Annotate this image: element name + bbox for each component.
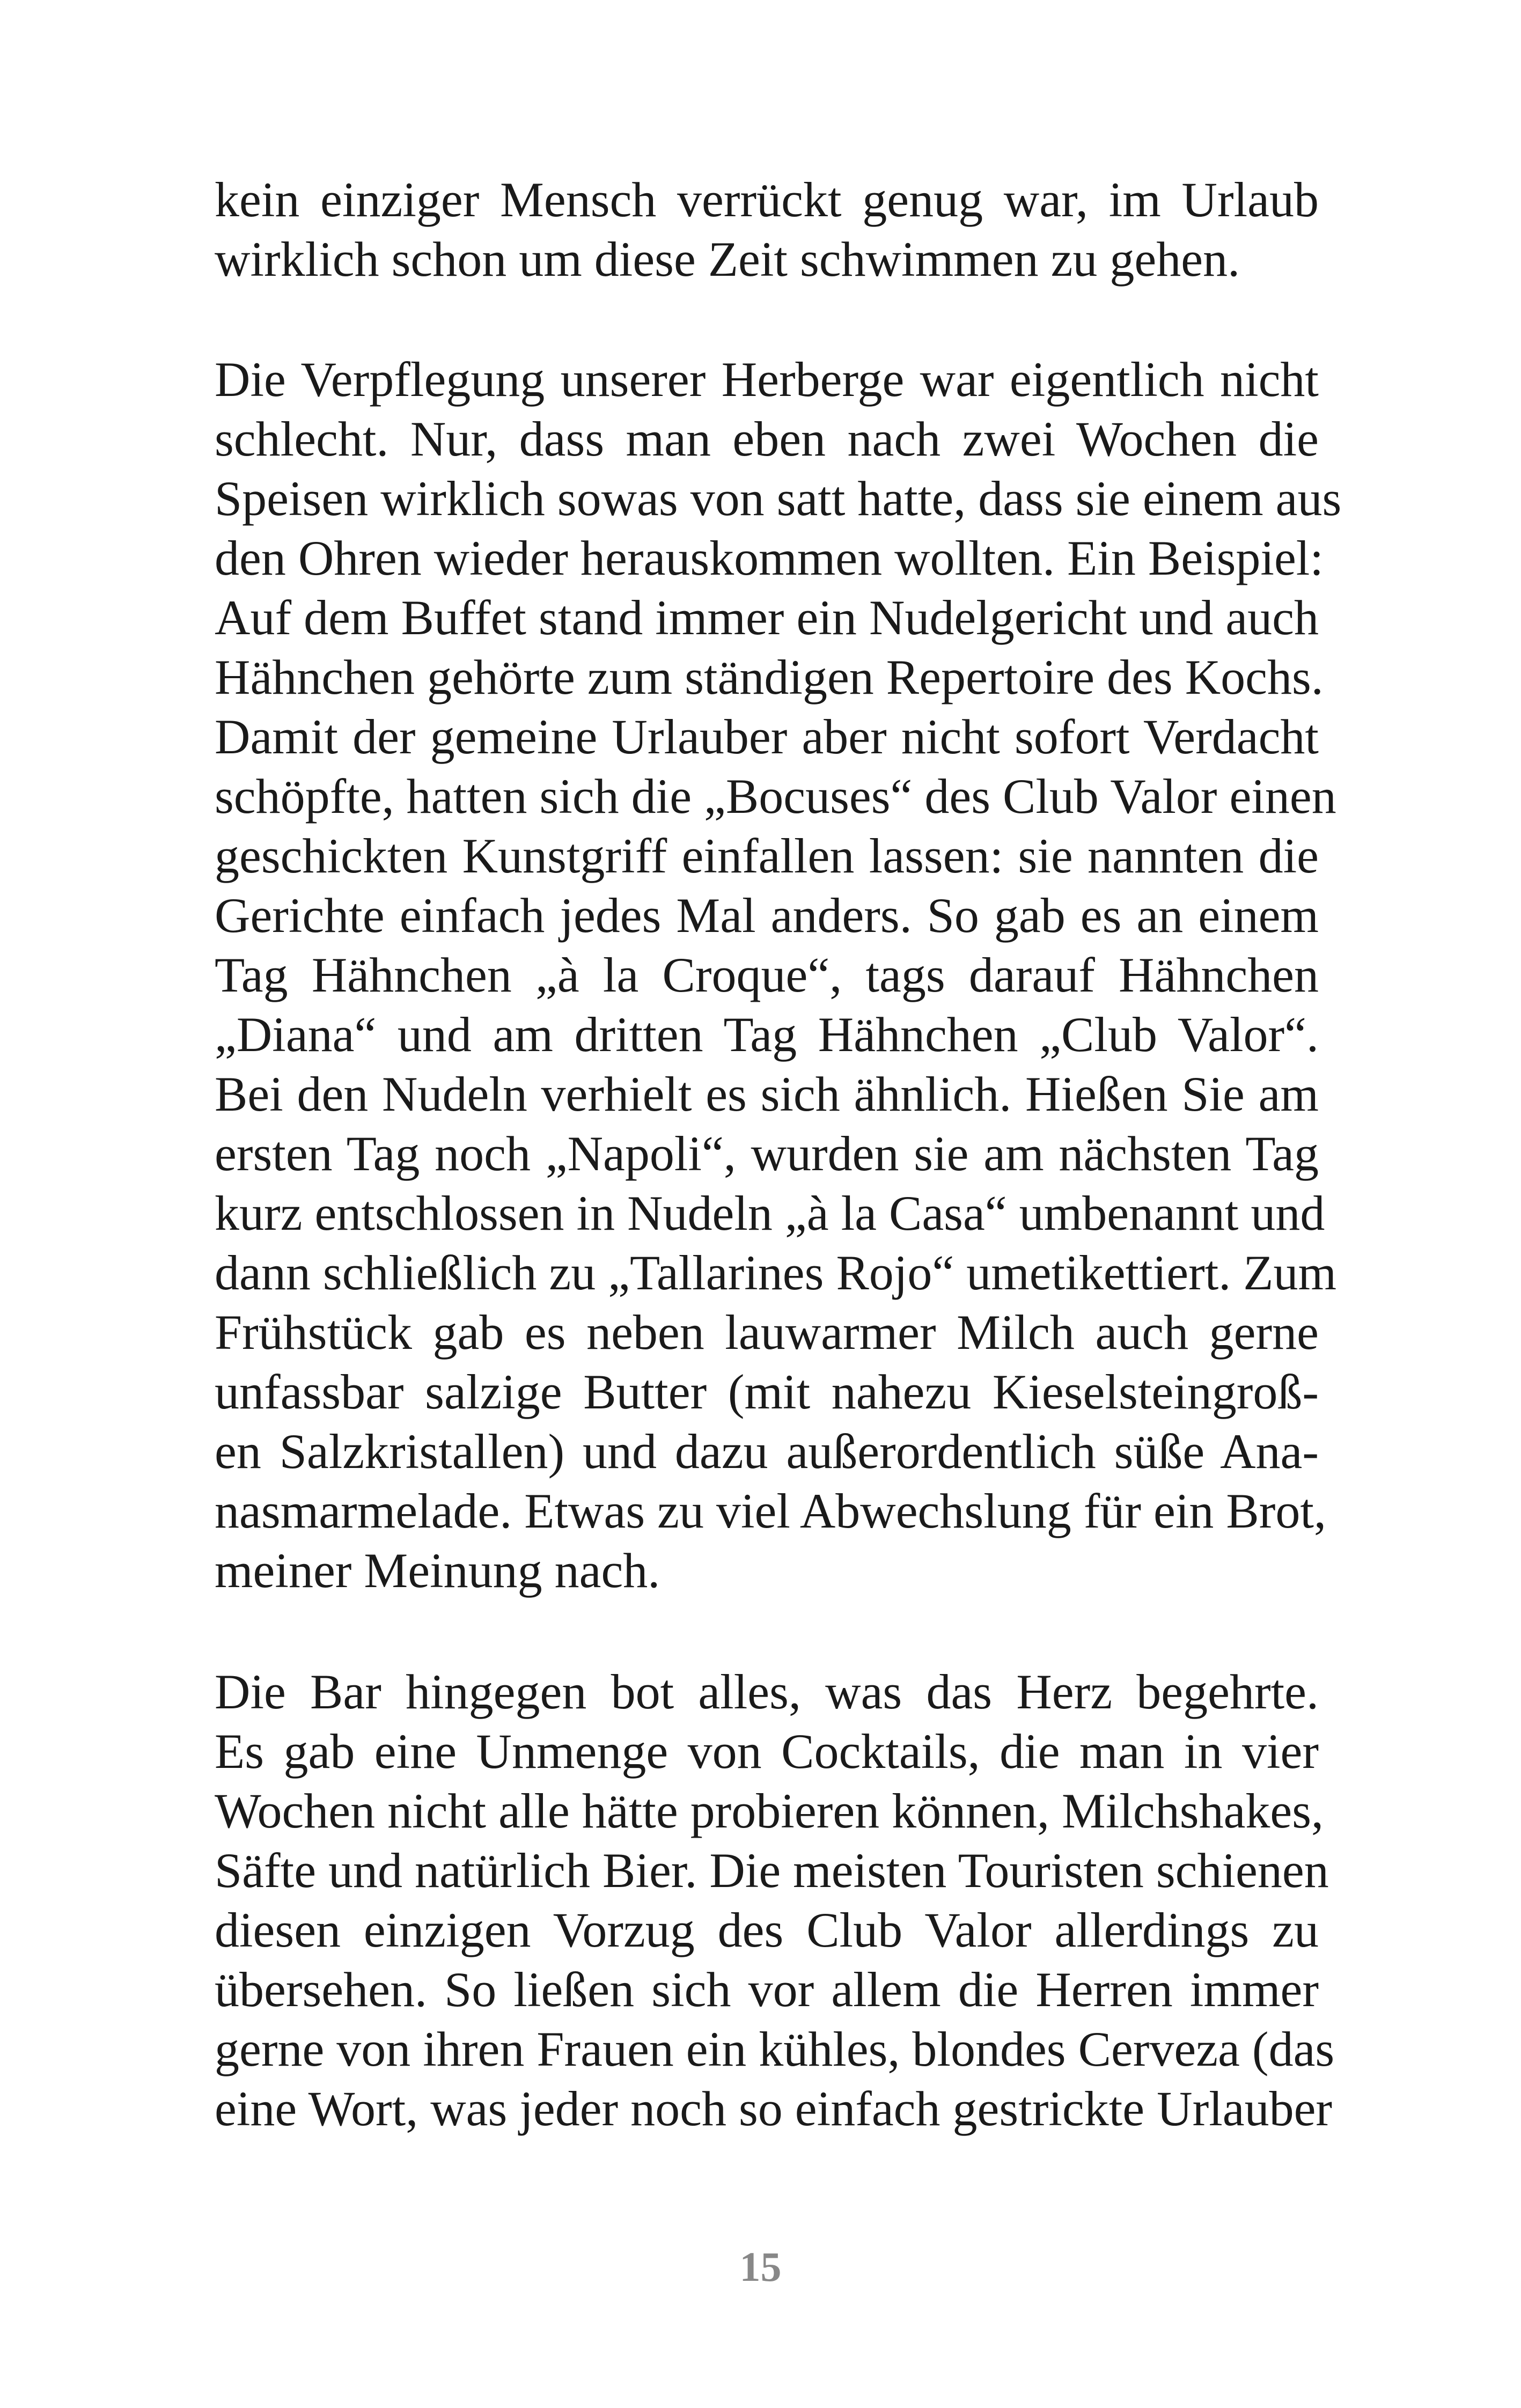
paragraph-1	[215, 170, 1319, 289]
paragraph-3	[215, 1662, 1335, 2139]
text-line: Säfte und natürlich Bier. Die meisten Touristen schienen	[215, 1843, 1329, 1898]
text-line: nasmarmelade. Etwas zu viel Abwechslung für ein Brot,	[215, 1484, 1326, 1538]
text-line: Damit der gemeine Urlauber aber nicht sofort Verdacht	[215, 709, 1319, 764]
text-line: Die Bar hingegen bot alles, was das Herz begehrte.	[215, 1664, 1319, 1719]
text-line: Auf dem Buffet stand immer ein Nudelgericht und auch	[215, 590, 1319, 645]
text-line: unfassbar salzige Butter (mit nahezu Kieselsteingroß-	[215, 1364, 1319, 1419]
text-line: Die Verpflegung unserer Herberge war eigentlich nicht	[215, 352, 1319, 407]
paragraph-2	[215, 350, 1342, 1601]
text-line: meiner Meinung nach.	[215, 1543, 660, 1598]
text-line: Tag Hähnchen „à la Croque“, tags darauf Hähnchen	[215, 948, 1319, 1002]
text-line: Speisen wirklich sowas von satt hatte, dass sie einem aus	[215, 471, 1342, 526]
text-line: den Ohren wieder herauskommen wollten. Ein Beispiel:	[215, 531, 1324, 585]
text-line: kurz entschlossen in Nudeln „à la Casa“ umbenannt und	[215, 1186, 1325, 1240]
text-line: gerne von ihren Frauen ein kühles, blondes Cerveza (das	[215, 2022, 1335, 2076]
text-line: schöpfte, hatten sich die „Bocuses“ des Club Valor einen	[215, 769, 1336, 824]
text-line: dann schließlich zu „Tallarines Rojo“ umetikettiert. Zum	[215, 1245, 1337, 1300]
text-line: schlecht. Nur, dass man eben nach zwei Wochen die	[215, 412, 1319, 466]
text-line: diesen einzigen Vorzug des Club Valor allerdings zu	[215, 1903, 1319, 1957]
page-number: 15	[739, 2243, 782, 2290]
text-line: Bei den Nudeln verhielt es sich ähnlich. Hießen Sie am	[215, 1067, 1319, 1121]
text-line: geschickten Kunstgriff einfallen lassen: sie nannten die	[215, 828, 1319, 883]
text-line: wirklich schon um diese Zeit schwimmen zu gehen.	[215, 232, 1240, 287]
text-line: ersten Tag noch „Napoli“, wurden sie am nächsten Tag	[215, 1126, 1319, 1181]
text-line: eine Wort, was jeder noch so einfach gestrickte Urlauber	[215, 2081, 1333, 2136]
text-line: en Salzkristallen) und dazu außerordentlich süße Ana-	[215, 1424, 1319, 1479]
text-line: Es gab eine Unmenge von Cocktails, die man in vier	[215, 1724, 1319, 1779]
text-line: Frühstück gab es neben lauwarmer Milch auch gerne	[215, 1305, 1319, 1360]
text-line: Hähnchen gehörte zum ständigen Repertoire des Kochs.	[215, 650, 1324, 704]
text-line: Wochen nicht alle hätte probieren können, Milchshakes,	[215, 1783, 1324, 1838]
text-line: übersehen. So ließen sich vor allem die Herren immer	[215, 1962, 1319, 2017]
text-line: kein einziger Mensch verrückt genug war, im Urlaub	[215, 172, 1319, 227]
text-line: Gerichte einfach jedes Mal anders. So gab es an einem	[215, 888, 1319, 943]
text-line: „Diana“ und am dritten Tag Hähnchen „Club Valor“.	[215, 1007, 1319, 1062]
